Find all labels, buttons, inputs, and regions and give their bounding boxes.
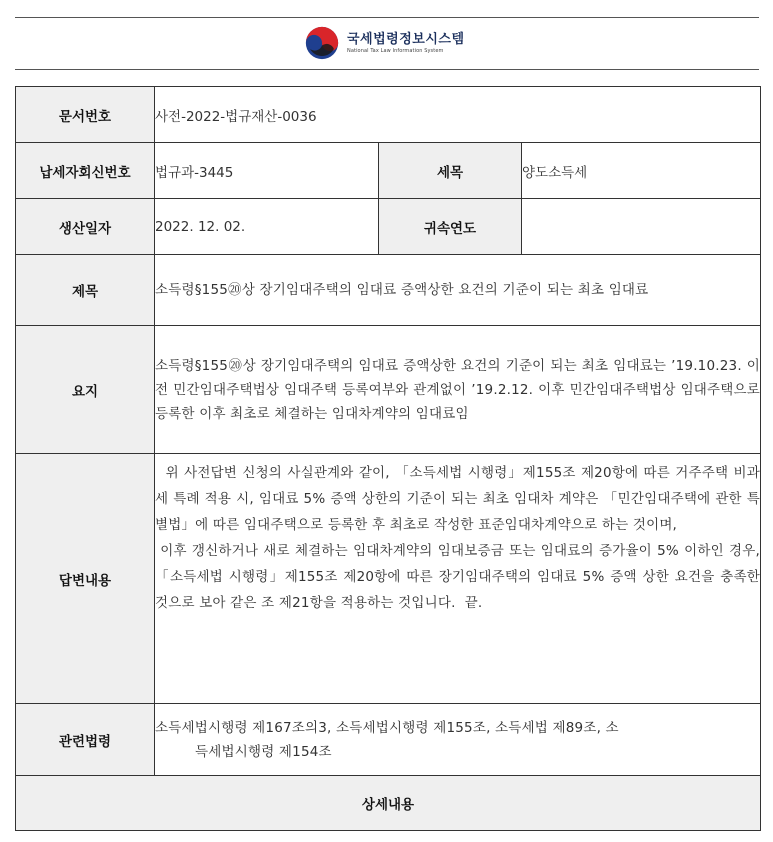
logo-subtitle: National Tax Law Information System: [347, 47, 444, 54]
row-reply-number: [16, 143, 761, 199]
row-related-laws: [16, 704, 761, 776]
related-laws-line-1: 소득세법시행령 제167조의3, 소득세법시행령 제155조, 소득세법 제89조, 소: [155, 719, 619, 736]
row-doc-number: [16, 87, 761, 143]
doc-number-value: 사전-2022-법규재산-0036: [155, 87, 761, 143]
title-label: 제목: [16, 255, 155, 326]
header-top-rule: [15, 17, 759, 18]
title-value: 소득령§155⑳상 장기임대주택의 임대료 증액상한 요건의 기준이 되는 최초 임대료: [155, 255, 761, 326]
produced-date-label: 생산일자: [16, 199, 155, 255]
document-info-table: [15, 86, 765, 831]
summary-value: 소득령§155⑳상 장기임대주택의 임대료 증액상한 요건의 기준이 되는 최초 임대료는 ’19.10.23. 이전 민간임대주택법상 임대주택 등록여부와 관계없이 ’19.2.12. 이후 민간임대주택법상 임대주택으로 등록한 이후 최초로 체결하는 임대차계약의 임대료임: [155, 326, 761, 454]
related-laws-line-2: 득세법시행령 제154조: [195, 743, 332, 760]
answer-paragraph-2: 이후 갱신하거나 새로 체결하는 임대차계약의 임대보증금 또는 임대료의 증가율이 5% 이하인 경우, 「소득세법 시행령」제155조 제20항에 따른 장기임대주택의 임대료 5% 증액 상한 요건을 충족한 것으로 보아 같은 조 제21항을 적용하는 것입니다. 끝.: [155, 543, 765, 611]
row-detail: [16, 776, 761, 831]
detail-section-header[interactable]: 상세내용: [16, 776, 761, 831]
answer-paragraph-1: 위 사전답변 신청의 사실관계와 같이, 「소득세법 시행령」제155조 제20항에 따른 거주주택 비과세 특례 적용 시, 임대료 5% 증액 상한의 기준이 되는 최초 임대차 계약은 「민간임대주택에 관한 특별법」에 따른 임대주택으로 등록한 후 최초로 작성한 표준임대차계약으로 하는 것이며,: [155, 465, 761, 533]
reply-number-label: 납세자회신번호: [16, 143, 155, 199]
attribution-year-label: 귀속연도: [379, 199, 522, 255]
row-summary: [16, 326, 761, 454]
header-bottom-rule: [15, 69, 759, 70]
produced-date-value: 2022. 12. 02.: [155, 199, 379, 255]
related-laws-label: 관련법령: [16, 704, 155, 776]
tax-item-label: 세목: [379, 143, 522, 199]
tax-item-value: 양도소득세: [522, 143, 761, 199]
attribution-year-value: [522, 199, 761, 255]
taegeuk-logo-icon: [305, 26, 339, 60]
logo-title: 국세법령정보시스템: [347, 31, 465, 47]
row-answer: [16, 454, 761, 704]
summary-label: 요지: [16, 326, 155, 454]
answer-value: [155, 454, 765, 704]
row-title: [16, 255, 761, 326]
row-produced-date: [16, 199, 761, 255]
related-laws-value: [155, 704, 761, 776]
doc-number-label: 문서번호: [16, 87, 155, 143]
site-logo[interactable]: [305, 24, 465, 62]
reply-number-value: 법규과-3445: [155, 143, 379, 199]
answer-label: 답변내용: [16, 454, 155, 704]
